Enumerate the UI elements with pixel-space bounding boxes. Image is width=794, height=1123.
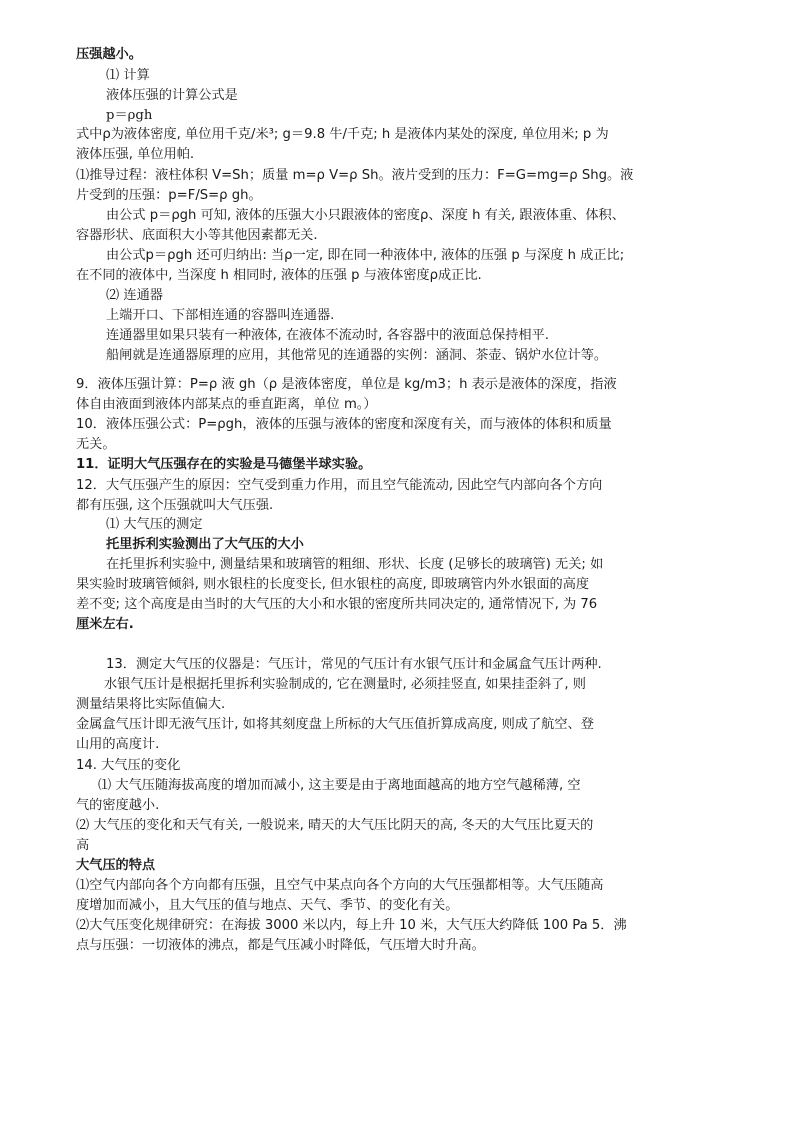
text-line: 托里拆利实验测出了大气压的大小 xyxy=(106,537,304,552)
text-line: 液体压强的计算公式是 xyxy=(106,88,238,103)
text-line: 连通器里如果只装有一种液体, 在液体不流动时, 各容器中的液面总保持相平. xyxy=(106,328,549,343)
text-line: 12．大气压强产生的原因：空气受到重力作用，而且空气能流动, 因此空气内部向各个方向 xyxy=(76,478,603,493)
text-line: 液体压强, 单位用帕. xyxy=(76,147,195,162)
text-line: 上端开口、下部相连通的容器叫连通器. xyxy=(106,308,335,323)
text-line: 10．液体压强公式：P=ρgh，液体的压强与液体的密度和深度有关，而与液体的体积和质量 xyxy=(76,417,612,432)
text-line: 体自由液面到液体内部某点的垂直距离，单位 m。） xyxy=(76,397,377,412)
text-line: ⑵ 大气压的变化和天气有关, 一般说来, 晴天的大气压比阴天的高, 冬天的大气压比夏天的 xyxy=(76,818,594,833)
text-line: 无关。 xyxy=(76,437,116,452)
text-line: ⑴推导过程：液柱体积 V=Sh；质量 m=ρ V=ρ Sh。液片受到的压力：F=G=mg=ρ Shg。液 xyxy=(76,168,634,183)
text-line: 都有压强, 这个压强就叫大气压强. xyxy=(76,498,274,513)
text-line: 13．测定大气压的仪器是：气压计，常见的气压计有水银气压计和金属盒气压计两种. xyxy=(106,657,602,672)
text-line: 在不同的液体中, 当深度 h 相同时, 液体的压强 p 与液体密度ρ成正比. xyxy=(76,268,482,283)
text-line: 差不变; 这个高度是由当时的大气压的大小和水银的密度所共同决定的, 通常情况下, 为 76 xyxy=(76,597,598,612)
text-line: 在托里拆利实验中, 测量结果和玻璃管的粗细、形状、长度 (足够长的玻璃管) 无关; 如 xyxy=(106,557,604,572)
text-line: 度增加而减小，且大气压的值与地点、天气、季节、的变化有关。 xyxy=(76,898,459,913)
section-heading-measure: ⑴ 大气压的测定 xyxy=(106,517,203,532)
text-line: 11．证明大气压强存在的实验是马德堡半球实验。 xyxy=(76,457,372,472)
text-line: 9．液体压强计算：P=ρ 液 gh（ρ 是液体密度，单位是 kg/m3；h 表示是液体的深度，指液 xyxy=(76,377,617,392)
text-line: 气的密度越小. xyxy=(76,798,160,813)
text-line: 水银气压计是根据托里拆利实验制成的, 它在测量时, 必须挂竖直, 如果挂歪斜了, 则 xyxy=(104,677,586,692)
text-line: 果实验时玻璃管倾斜, 则水银柱的长度变长, 但水银柱的高度, 即玻璃管内外水银面的高度 xyxy=(76,577,590,592)
section-heading-calc: ⑴ 计算 xyxy=(106,68,150,83)
text-line: 山用的高度计. xyxy=(76,737,160,752)
text-line: 由公式 p＝ρgh 可知, 液体的压强大小只跟液体的密度ρ、深度 h 有关, 跟液体重、体积、 xyxy=(106,208,625,223)
text-line: 片受到的压强：p=F/S=ρ gh。 xyxy=(76,188,262,203)
text-line: 式中ρ为液体密度, 单位用千克/米³; g＝9.8 牛/千克; h 是液体内某处的深度, 单位用米; p 为 xyxy=(76,127,609,142)
section-heading-features: 大气压的特点 xyxy=(76,858,156,873)
text-line: 由公式p＝ρgh 还可归纳出: 当ρ一定, 即在同一种液体中, 液体的压强 p 与深度 h 成正比; xyxy=(106,248,625,263)
text-line: ⑴空气内部向各个方向都有压强，且空气中某点向各个方向的大气压强都相等。大气压随高 xyxy=(76,878,604,893)
section-heading-change: 14. 大气压的变化 xyxy=(76,758,181,773)
text-line: 容器形状、底面积大小等其他因素都无关. xyxy=(76,228,318,243)
text-line: 厘米左右. xyxy=(76,617,134,632)
text-line: ⑵大气压变化规律研究：在海拔 3000 米以内，每上升 10 米，大气压大约降低 100 Pa 5．沸 xyxy=(76,918,627,933)
text-line: 测量结果将比实际值偏大. xyxy=(76,697,226,712)
text-line: 金属盒气压计即无液气压计, 如将其刻度盘上所标的大气压值折算成高度, 则成了航空、登 xyxy=(76,717,594,732)
text-line: ⑴ 大气压随海拔高度的增加而减小, 这主要是由于离地面越高的地方空气越稀薄, 空 xyxy=(98,778,581,793)
formula: p＝ρgh xyxy=(106,108,153,123)
text-line: 压强越小。 xyxy=(76,47,142,62)
text-line: 点与压强：一切液体的沸点，都是气压减小时降低，气压增大时升高。 xyxy=(76,938,485,953)
text-line: 高 xyxy=(76,838,90,853)
section-heading-connector: ⑵ 连通器 xyxy=(106,288,163,303)
text-line: 船闸就是连通器原理的应用，其他常见的连通器的实例：涵洞、茶壶、锅炉水位计等。 xyxy=(106,348,608,363)
